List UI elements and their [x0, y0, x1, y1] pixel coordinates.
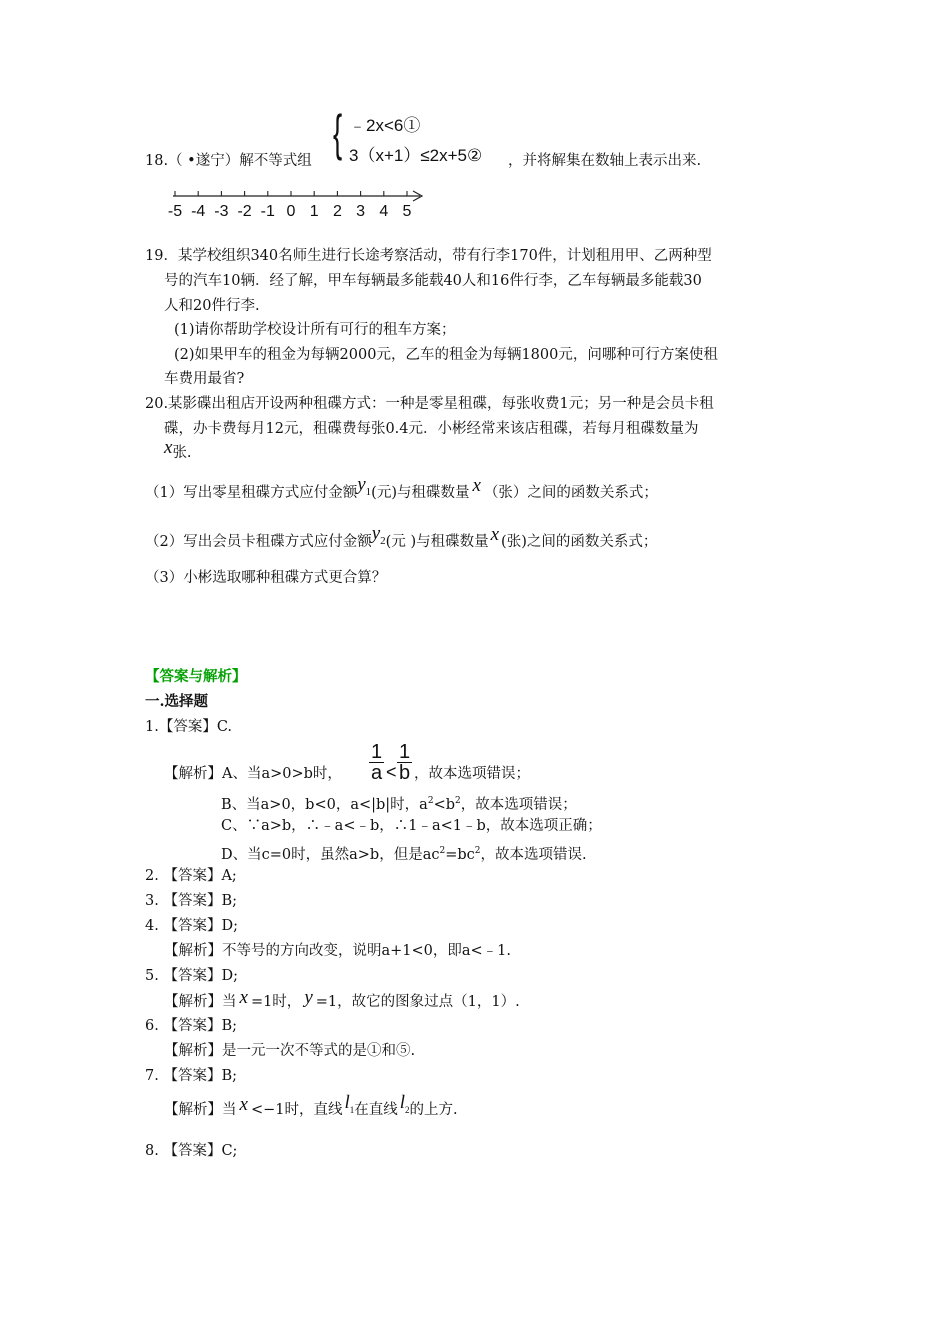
text: <−1时，直线 [250, 1102, 343, 1118]
answer-6-exp: 【解析】是一元一次不等式的是①和⑤. [164, 1043, 416, 1059]
q19-line3: 人和20件行李. [164, 298, 260, 314]
y: y [371, 523, 381, 544]
tick-label: -1 [260, 203, 275, 220]
q20-line1: 20.某影碟出租店开设两种租碟方式：一种是零星租碟，每张收费1元；另一种是会员卡租 [145, 396, 714, 412]
text: =1，故它的图象过点（1，1）. [315, 994, 520, 1010]
numerator: 1 [399, 741, 411, 763]
sub: 1 [349, 1104, 355, 1115]
answer-8: 8. 【答案】C; [145, 1143, 238, 1159]
fraction-1-over-b [397, 742, 412, 783]
q20-line3-tail: 张. [172, 445, 192, 461]
q18-suffix: ，并将解集在数轴上表示出来. [508, 153, 702, 169]
y: y [357, 474, 366, 495]
answer-7-exp [164, 1092, 458, 1125]
text: D、当c=0时，虽然a>b，但是ac [221, 847, 440, 863]
system-brace: { [333, 105, 343, 161]
tick-label: 4 [379, 203, 389, 220]
answer-3: 3. 【答案】B; [145, 893, 237, 909]
q20-line2: 碟，办卡费每月12元，租碟费每张0.4元．小彬经常来该店租碟，若每月租碟数量为 [164, 421, 699, 437]
q20-p2-c: (张)之间的函数关系式； [501, 534, 658, 550]
q20-p2-b: (元 )与租碟数量 [385, 534, 489, 550]
tick-label: 1 [309, 203, 319, 220]
var-x: x [472, 475, 481, 496]
numerator: 1 [371, 741, 383, 763]
text: <b [433, 797, 455, 813]
q20-p1-b: (元)与租碟数量 [371, 485, 470, 501]
inequality-1: ﹣2x<6① [349, 116, 421, 135]
var-y1 [357, 474, 372, 498]
tick-label: -2 [237, 203, 252, 220]
q19-line2: 号的汽车10辆．经了解，甲车每辆最多能载40人和16件行李，乙车每辆最多能载30 [164, 273, 702, 289]
var-x: x [490, 524, 500, 545]
l: l [344, 1092, 350, 1113]
text: B、当a>0，b<0，a<|b|时，a [221, 797, 428, 813]
text: 的上方. [409, 1102, 458, 1118]
q19-line1: 19．某学校组织340名师生进行长途考察活动，带有行李170件，计划租用甲、乙两种型 [145, 248, 712, 264]
section-title: 一.选择题 [145, 693, 209, 710]
var-y2 [371, 523, 386, 547]
text: 在直线 [354, 1102, 398, 1118]
l: l [399, 1092, 406, 1113]
var-x: x [164, 437, 173, 458]
tick-label: 0 [286, 203, 296, 220]
denominator: a [371, 762, 383, 784]
tick-label: 3 [356, 203, 366, 220]
q19-sub2a: (2)如果甲车的租金为每辆2000元，乙车的租金为每辆1800元，问哪种可行方案使租 [174, 347, 718, 363]
sup: 2 [427, 796, 434, 806]
tick-label: -3 [214, 203, 229, 220]
inequality-2: 3（x+1）≤2x+5② [349, 146, 483, 165]
sub: 1 [365, 485, 372, 498]
answer-1-exp-d [221, 842, 587, 864]
denominator: b [399, 762, 411, 784]
q20-p1-a: （1）写出零星租碟方式应付金额 [145, 485, 358, 501]
var-x: x [239, 1094, 248, 1115]
q19-sub1: (1)请你帮助学校设计所有可行的租车方案； [174, 322, 456, 338]
q19-sub2b: 车费用最省? [164, 371, 245, 387]
answer-1-exp-b [221, 792, 577, 814]
text: =bc [445, 847, 475, 863]
q20-part2 [145, 523, 658, 557]
answer-1-exp-c: C、∵a>b，∴﹣a<﹣b，∴1﹣a<1﹣b，故本选项正确； [221, 818, 602, 834]
var-x: x [239, 987, 248, 1008]
var-y: y [304, 987, 313, 1008]
tick-label: -5 [167, 203, 183, 220]
var-l1 [342, 1092, 354, 1113]
answer-4: 4. 【答案】D; [145, 918, 238, 934]
answers-heading: 【答案与解析】 [145, 668, 247, 685]
q18-prefix: 18.（ •遂宁）解不等式组 [145, 153, 312, 169]
answer-7: 7. 【答案】B; [145, 1068, 237, 1084]
sub: 2 [380, 534, 386, 547]
q20-part3: （3）小彬选取哪种租碟方式更合算？ [145, 570, 387, 586]
sub: 2 [405, 1104, 410, 1115]
text: 【解析】当 [164, 994, 237, 1010]
answer-2: 2. 【答案】A; [145, 868, 237, 884]
answer-5-exp [164, 987, 520, 1011]
text: =1时， [250, 994, 302, 1010]
answer-5: 5. 【答案】D; [145, 968, 238, 984]
answer-4-exp: 【解析】不等号的方向改变，说明a+1<0，即a<﹣1. [164, 943, 512, 959]
answer-1-exp-a-tail: ，故本选项错误； [414, 766, 530, 782]
q20-line3 [164, 437, 192, 462]
answer-6: 6. 【答案】B; [145, 1018, 237, 1034]
sup: 2 [474, 846, 481, 856]
tick-label: -4 [191, 203, 206, 220]
q20-p1-c: （张）之间的函数关系式； [483, 485, 658, 501]
text: ，故本选项错误. [480, 847, 587, 863]
tick-label: 2 [332, 203, 342, 220]
number-line [165, 186, 435, 224]
tick-label: 5 [402, 203, 412, 220]
var-l2 [398, 1092, 410, 1113]
less-than-sign: < [386, 762, 397, 782]
sup: 2 [439, 846, 446, 856]
q20-p2-a: （2）写出会员卡租碟方式应付金额 [145, 534, 372, 550]
q20-part1 [145, 474, 658, 508]
text: ，故本选项错误； [460, 797, 577, 813]
sup: 2 [455, 796, 461, 806]
answer-1-exp-a: 【解析】A、当a>0>b时， [164, 766, 342, 782]
fraction-1-over-a [369, 742, 384, 783]
answer-1: 1.【答案】C. [145, 719, 233, 735]
text: 【解析】当 [164, 1102, 237, 1118]
